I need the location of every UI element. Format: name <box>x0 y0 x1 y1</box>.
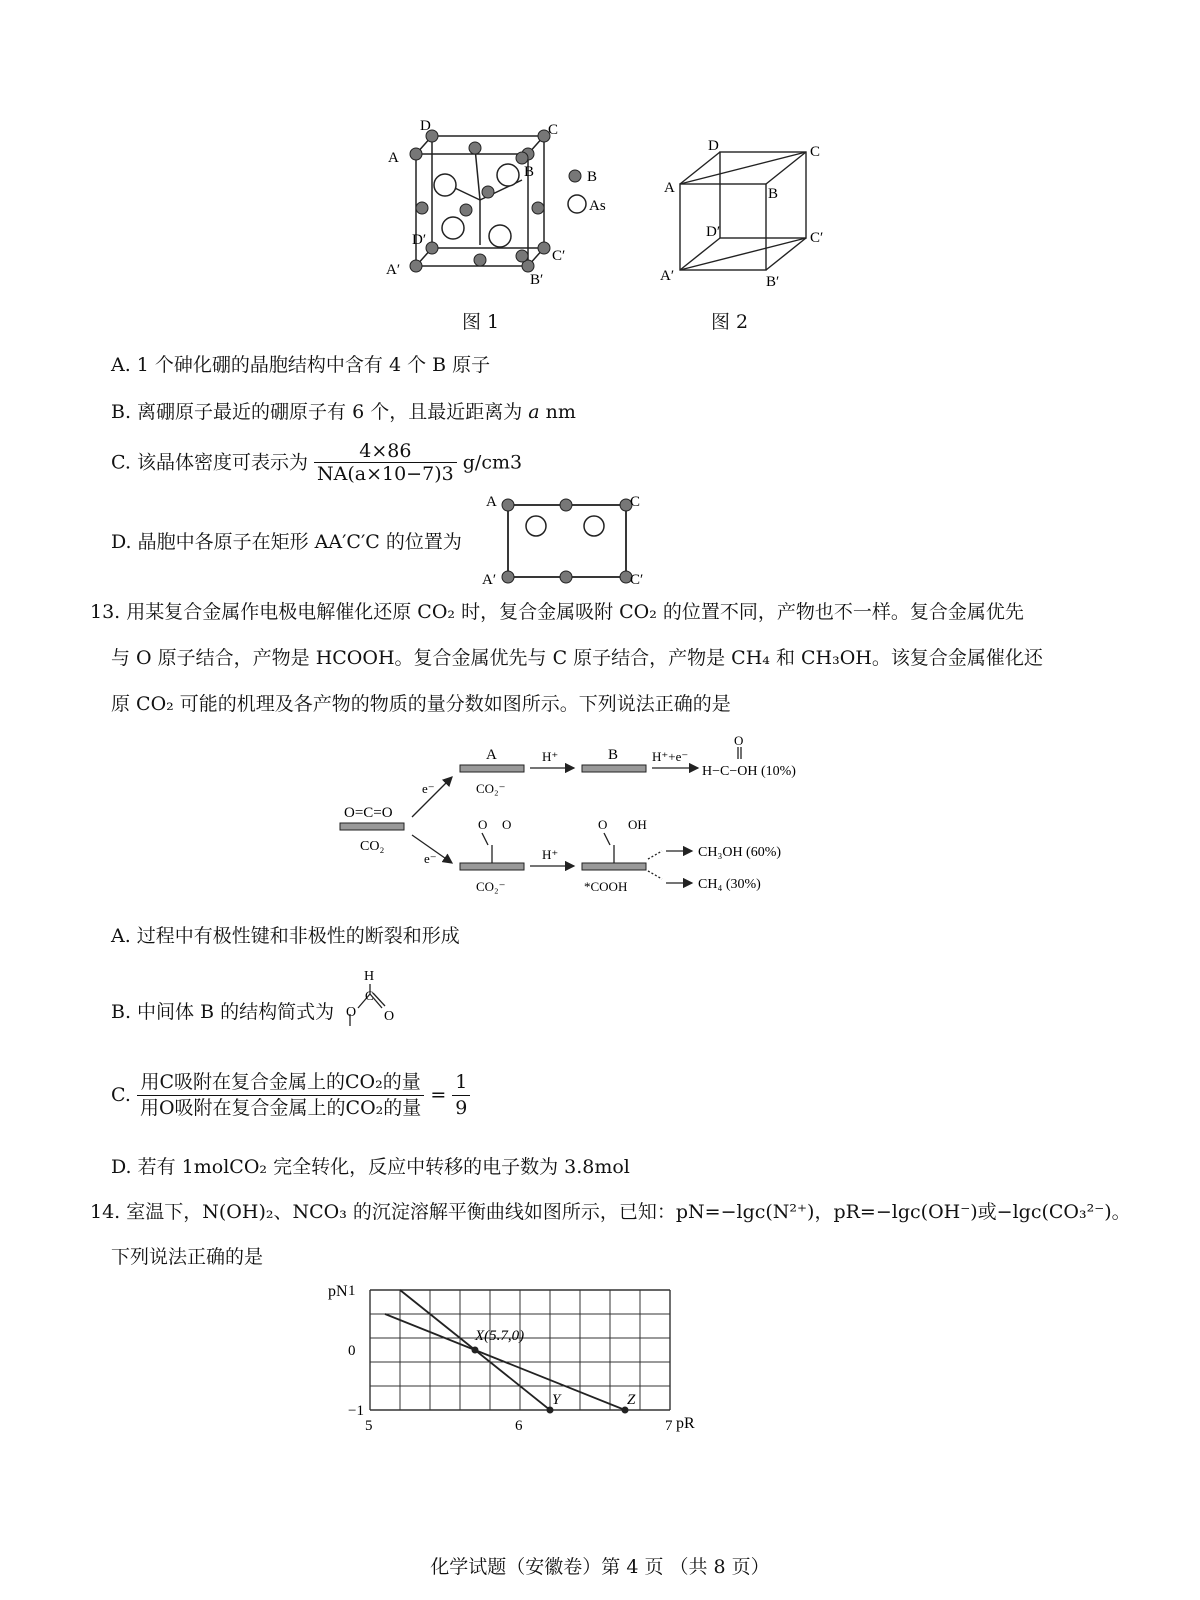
structure-h: H <box>364 969 375 984</box>
y-tick-label: 1 <box>348 1283 356 1299</box>
q13-ratio-fraction <box>137 1070 424 1121</box>
fig1-label-D: D <box>420 118 431 134</box>
q13-option-a: A. 过程中有极性键和非极性的断裂和形成 <box>111 925 460 947</box>
rect-label-A2: A′ <box>482 572 497 588</box>
q12-option-d: D. 晶胞中各原子在矩形 AA′C′C 的位置为 <box>111 531 462 553</box>
chart-xlabel: pR <box>676 1415 695 1432</box>
proton-label-top: H⁺ <box>542 749 559 764</box>
x-tick-label: 6 <box>515 1418 523 1434</box>
legend-arsenic-icon <box>568 195 586 213</box>
q12-option-c-text: C. 该晶体密度可表示为 <box>111 451 308 474</box>
q13-mechanism-diagram <box>330 735 850 905</box>
q14-stem-line-2: 下列说法正确的是 <box>111 1246 264 1268</box>
q13-ratio-value-num: 1 <box>452 1070 470 1096</box>
q12-density-unit: g/cm3 <box>462 451 523 474</box>
intermediate-a-label: A <box>486 747 497 763</box>
legend-arsenic-label: As <box>589 198 606 214</box>
proton-electron-label: H⁺+e⁻ <box>652 749 689 764</box>
point-marker <box>472 1347 479 1354</box>
legend-boron-icon <box>569 170 581 182</box>
fig1-label-B: B <box>524 164 535 180</box>
fig2-label-C: C <box>810 144 821 160</box>
figure-1-crystal-cell <box>380 110 640 300</box>
q13-ratio-denominator: 用O吸附在复合金属上的CO₂的量 <box>139 1097 422 1119</box>
ch3oh-product: CH₃OH (60%) <box>698 845 782 860</box>
proton-label-bottom: H⁺ <box>542 847 559 862</box>
q13-option-c-prefix: C. <box>111 1084 131 1106</box>
co2-formula: O=C=O <box>344 805 393 821</box>
legend-boron-label: B <box>587 169 598 185</box>
q12-density-fraction <box>314 440 457 485</box>
electron-label-top: e⁻ <box>422 781 435 796</box>
hcooh-product: H−C−OH (10%) <box>702 764 796 779</box>
q13-stem-line-1: 13. 用某复合金属作电极电解催化还原 CO₂ 时，复合金属吸附 CO₂ 的位置不同，产物也不一样。复合金属优先 <box>90 601 1024 623</box>
q13-ratio-equals: = <box>430 1084 447 1106</box>
co2-anion-bottom: CO₂⁻ <box>476 879 506 894</box>
y-tick-label: 0 <box>348 1343 356 1359</box>
point-label: Y <box>552 1392 561 1408</box>
fig2-label-C2: C′ <box>810 230 824 246</box>
point-label: X(5.7,0) <box>475 1328 525 1344</box>
intermediate-b-label: B <box>608 747 619 763</box>
hydroxyl-label: OH <box>628 817 647 832</box>
q13-stem-line-3: 原 CO₂ 可能的机理及各产物的物质的量分数如图所示。下列说法正确的是 <box>111 693 731 715</box>
structure-o-left: O <box>346 1005 357 1020</box>
fig1-label-B2: B′ <box>530 272 544 288</box>
q12-option-b-unit: nm <box>539 401 576 423</box>
fig2-label-D: D <box>708 138 719 154</box>
fig2-label-B: B <box>768 186 779 202</box>
q12-option-b-text: B. 离硼原子最近的硼原子有 6 个，且最近距离为 <box>111 401 529 423</box>
figure-1-caption: 图 1 <box>462 311 500 333</box>
fig2-label-B2: B′ <box>766 274 780 290</box>
figure-2-cube <box>660 130 850 290</box>
fig1-label-D2: D′ <box>412 232 427 248</box>
q13-ratio-value <box>452 1070 470 1121</box>
chart-ylabel: pN <box>328 1283 348 1300</box>
point-label: Z <box>627 1392 636 1408</box>
fig1-label-A2: A′ <box>386 262 401 278</box>
carbonyl-o-2: O <box>598 817 608 832</box>
q12-density-denominator: NA(a×10−7)3 <box>317 463 454 485</box>
figure-2-caption: 图 2 <box>711 311 749 333</box>
q13-ratio-value-den: 9 <box>455 1097 468 1119</box>
fig1-label-C2: C′ <box>552 248 566 264</box>
carbonyl-o-top: O <box>734 735 744 748</box>
q13-ratio-numerator: 用C吸附在复合金属上的CO₂的量 <box>137 1070 424 1096</box>
q13-option-b: B. 中间体 B 的结构简式为 <box>111 1001 335 1023</box>
q12-option-a: A. 1 个砷化硼的晶胞结构中含有 4 个 B 原子 <box>111 354 491 376</box>
q12-option-b <box>111 400 576 424</box>
q14-stem-line-1: 14. 室温下，N(OH)₂、NCO₃ 的沉淀溶解平衡曲线如图所示，已知：pN=−lgc(N²⁺)，pR=−lgc(OH⁻)或−lgc(CO₃²⁻)。 <box>90 1201 1131 1223</box>
page-footer: 化学试题（安徽卷）第 4 页 （共 8 页） <box>430 1556 770 1578</box>
rect-label-C2: C′ <box>630 572 644 588</box>
cooh-label: *COOH <box>584 879 628 894</box>
q12-option-c <box>111 440 522 485</box>
rect-label-C: C <box>630 494 641 510</box>
fig2-label-A2: A′ <box>660 268 675 284</box>
carbonyl-o-1: O <box>478 817 488 832</box>
structure-o-right: O <box>384 1009 395 1024</box>
co2-label: CO₂ <box>360 839 385 854</box>
co2-anion-top: CO₂⁻ <box>476 781 506 796</box>
y-tick-label: −1 <box>348 1403 364 1419</box>
structure-c: C <box>365 988 374 1003</box>
x-tick-label: 7 <box>665 1418 673 1434</box>
fig2-label-D2: D′ <box>706 224 721 240</box>
electron-label-bottom: e⁻ <box>424 851 437 866</box>
chart-points <box>472 1328 637 1414</box>
x-tick-label: 5 <box>365 1418 373 1434</box>
q13-option-d: D. 若有 1molCO₂ 完全转化，反应中转移的电子数为 3.8mol <box>111 1156 630 1178</box>
q12-option-b-var: a <box>528 401 540 423</box>
oxide-o-1: O <box>502 817 512 832</box>
ch4-product: CH₄ (30%) <box>698 877 761 892</box>
q14-chart <box>320 1280 720 1435</box>
chart-grid <box>370 1290 670 1410</box>
fig1-label-C: C <box>548 122 559 138</box>
q13-stem-line-2: 与 O 原子结合，产物是 HCOOH。复合金属优先与 C 原子结合，产物是 CH₄ 和 CH₃OH。该复合金属催化还 <box>111 647 1043 669</box>
chart-series <box>385 1290 625 1410</box>
rect-label-A: A <box>486 494 497 510</box>
arsenic-atoms <box>434 164 519 247</box>
q13-option-c <box>111 1070 470 1121</box>
intermediate-b-structure <box>340 964 410 1034</box>
q12-rectangle-diagram <box>480 490 650 590</box>
q12-density-numerator: 4×86 <box>314 440 457 463</box>
fig1-label-A: A <box>388 150 399 166</box>
fig2-label-A: A <box>664 180 675 196</box>
